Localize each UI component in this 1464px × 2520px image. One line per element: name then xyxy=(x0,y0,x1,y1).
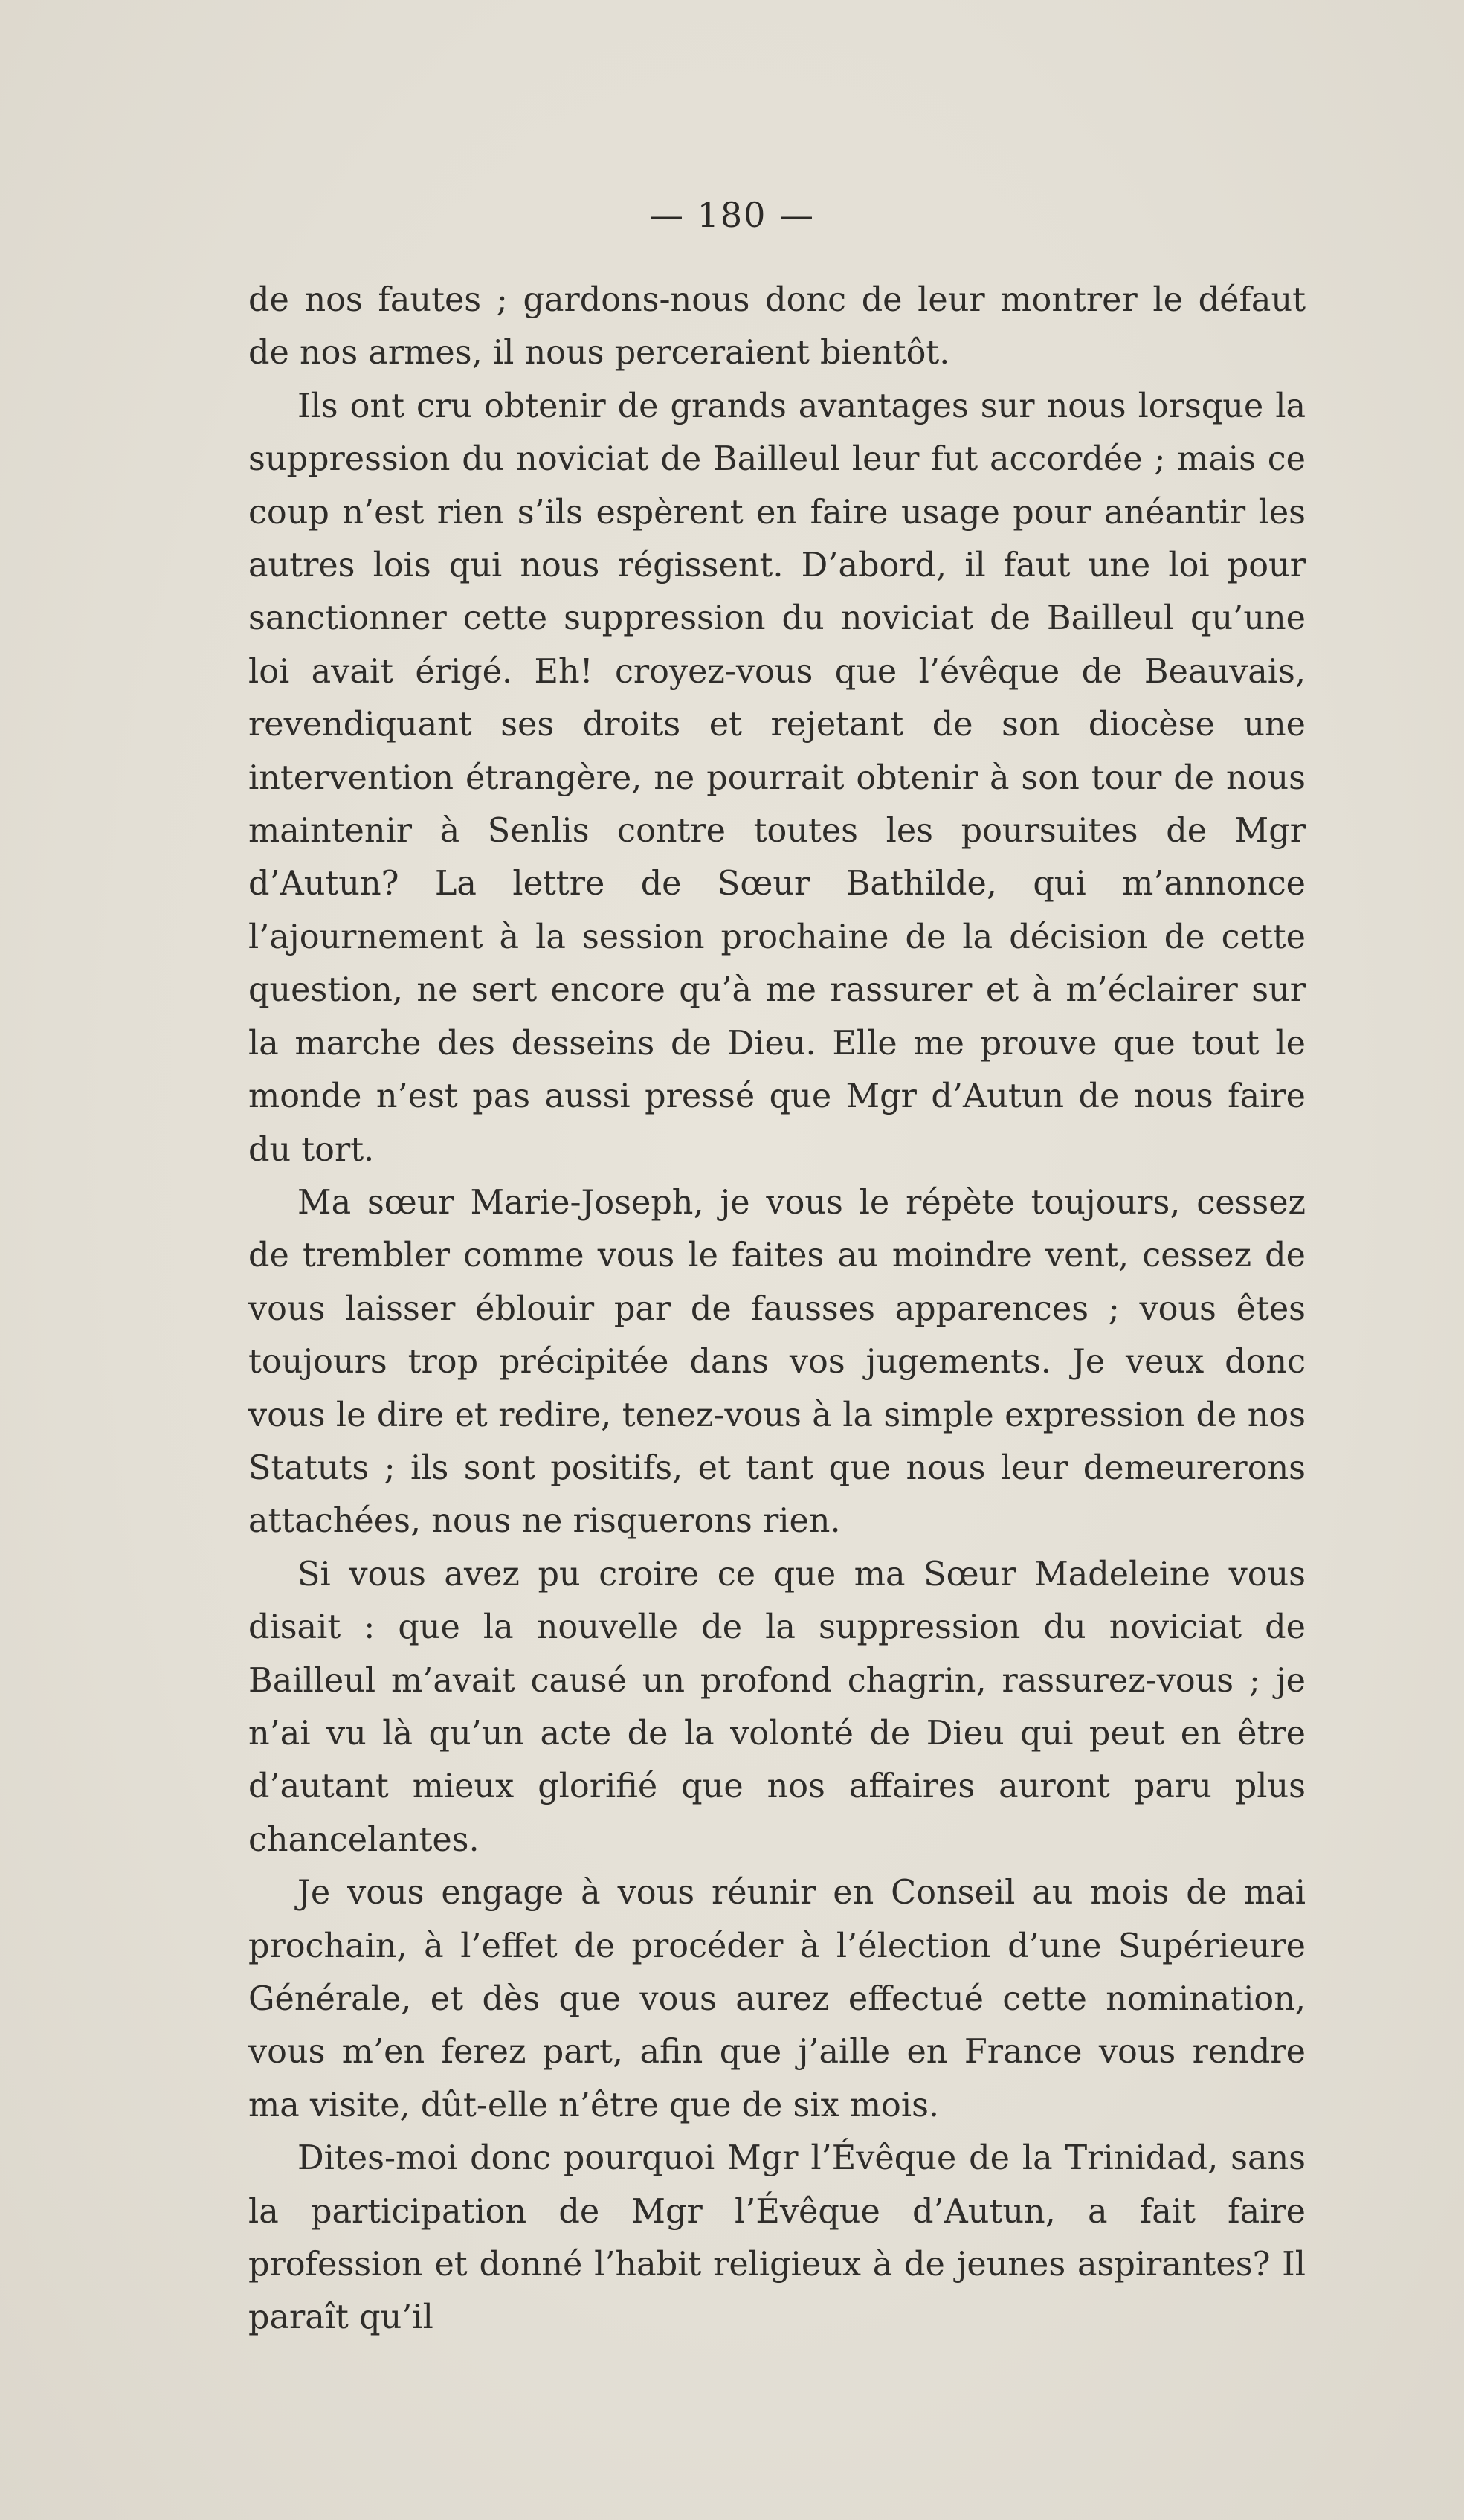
paragraph-3: Ma sœur Marie-Joseph, je vous le répète toujours, cessez de trembler comme vous le faites au moindre vent, cessez de vous laisser éblouir par de fausses apparences ; vous êtes toujours trop précipitée dans vos jugements. Je veux donc vous le dire et redire, tenez-vous à la simple expression de nos Statuts ; ils sont positifs, et tant que nous leur demeurerons attachées, nous ne risquerons rien. xyxy=(248,1183,1306,1541)
page-number: — 180 — xyxy=(648,195,816,235)
paragraph-6: Dites-moi donc pourquoi Mgr l’Évêque de la Trinidad, sans la participation de Mgr l’Évêque d’Autun, a fait faire profession et donné l’habit religieux à de jeunes aspirantes? Il paraît qu’il xyxy=(248,2139,1306,2337)
paragraph-4: Si vous avez pu croire ce que ma Sœur Madeleine vous disait : que la nouvelle de la suppression du noviciat de Bailleul m’avait causé un profond chagrin, rassurez-vous ; je n’ai vu là qu’un acte de la volonté de Dieu qui peut en être d’autant mieux glorifié que nos affaires auront paru plus chancelantes. xyxy=(248,1555,1306,1859)
body-text xyxy=(248,274,1306,2345)
paragraph-1: de nos fautes ; gardons-nous donc de leur montrer le défaut de nos armes, il nous perceraient bientôt. xyxy=(248,281,1306,373)
paragraph-2: Ils ont cru obtenir de grands avantages sur nous lorsque la suppression du noviciat de Bailleul leur fut accordée ; mais ce coup n’est rien s’ils espèrent en faire usage pour anéantir les autres lois qui nous régissent. D’abord, il faut une loi pour sanctionner cette suppression du noviciat de Bailleul qu’une loi avait érigé. Eh! croyez-vous que l’évêque de Beauvais, revendiquant ses droits et rejetant de son diocèse une intervention étrangère, ne pourrait obtenir à son tour de nous maintenir à Senlis contre toutes les poursuites de Mgr d’Autun? La lettre de Sœur Bathilde, qui m’annonce l’ajournement à la session prochaine de la décision de cette question, ne sert encore qu’à me rassurer et à m’éclairer sur la marche des desseins de Dieu. Elle me prouve que tout le monde n’est pas aussi pressé que Mgr d’Autun de nous faire du tort. xyxy=(248,387,1306,1169)
paragraph-5: Je vous engage à vous réunir en Conseil au mois de mai prochain, à l’effet de procéder à l’élection d’une Supérieure Générale, et dès que vous aurez effectué cette nomination, vous m’en ferez part, afin que j’aille en France vous rendre ma visite, dût-elle n’être que de six mois. xyxy=(248,1874,1306,2124)
